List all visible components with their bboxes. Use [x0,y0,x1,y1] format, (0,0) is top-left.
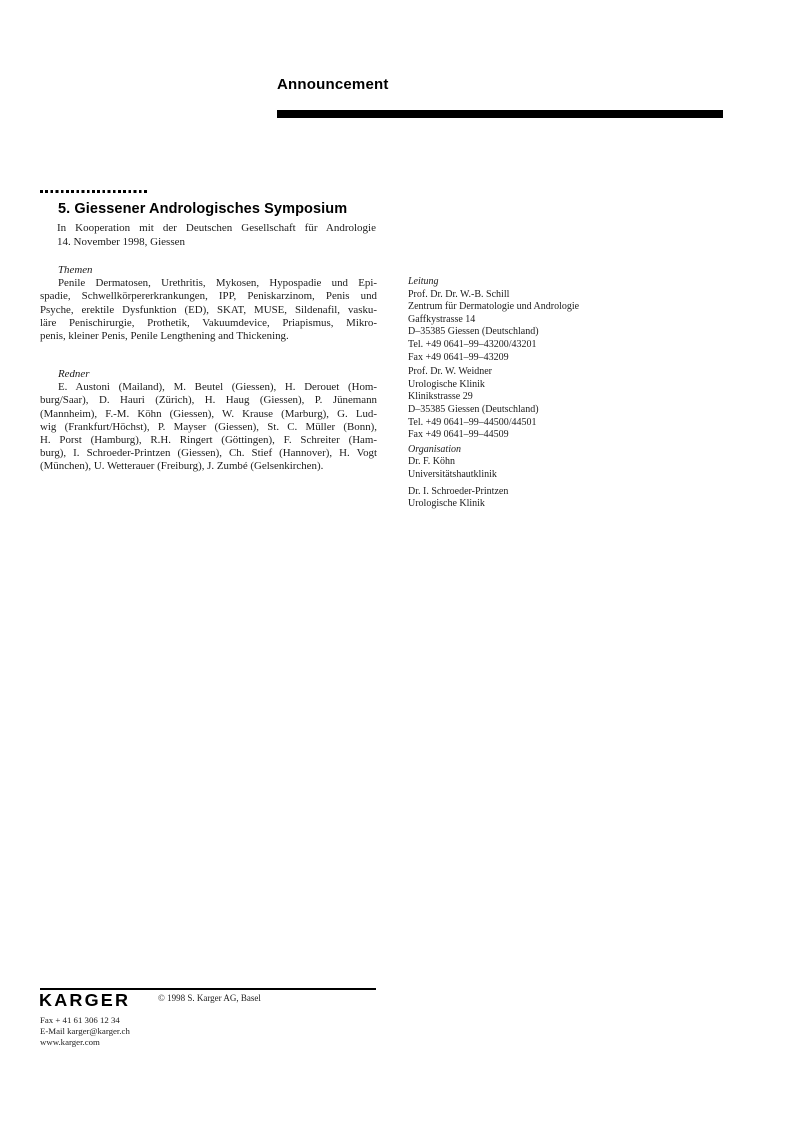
contact-line: Prof. Dr. W. Weidner [408,366,493,378]
contact-line: Gaffkystrasse 14 [408,313,476,325]
karger-logo: KARGER [39,991,131,1010]
redner-line: burg/Saar), D. Hauri (Zürich), H. Haug (Giessen), P. Jünemann [40,394,377,407]
contact-line: D–35385 Giessen (Deutschland) [408,326,539,338]
page-title: Announcement [277,76,389,93]
copyright-notice: © 1998 S. Karger AG, Basel [158,993,261,1003]
contact-line: Dr. I. Schroeder-Printzen [408,485,509,497]
article-subtitle [57,221,376,249]
publisher-contact [40,1015,130,1047]
redner-heading: Redner [58,368,90,380]
contact-line: Fax +49 0641–99–43209 [408,351,509,363]
redner-line: H. Porst (Hamburg), R.H. Ringert (Göttingen), F. Schreiter (Ham- [40,434,377,447]
leitung-weidner-block [408,366,658,442]
leitung-schill-block [408,276,658,364]
redner-line: E. Austoni (Mailand), M. Beutel (Giessen), H. Derouet (Hom- [58,381,377,394]
date-location-line: 14. November 1998, Giessen [57,236,186,248]
contact-line: Urologische Klinik [408,498,485,510]
contact-line: Zentrum für Dermatologie und Andrologie [408,301,580,313]
contact-line: Universitätshautklinik [408,468,497,480]
footer-rule [40,988,376,990]
contact-line: Klinikstrasse 29 [408,391,473,403]
contact-column [408,276,658,513]
publisher-email: E-Mail karger@karger.ch [40,1025,130,1036]
contact-line: Fax +49 0641–99–44509 [408,429,509,441]
header-rule [277,110,723,118]
themen-line: penis, kleiner Penis, Penile Lengthening and Thickening. [40,330,289,343]
themen-section [40,264,377,343]
contact-line: Urologische Klinik [408,378,485,390]
themen-heading: Themen [58,264,93,276]
themen-line: Penile Dermatosen, Urethritis, Mykosen, Hypospadie und Epi- [58,277,377,290]
organisation-schroeder-block [408,486,658,511]
redner-line: (Mannheim), F.-M. Köhn (Giessen), W. Krause (Marburg), G. Lud- [40,407,377,420]
redner-section [40,368,377,474]
contact-line: Tel. +49 0641–99–44500/44501 [408,416,537,428]
publisher-fax: Fax + 41 61 306 12 34 [40,1015,120,1025]
themen-line: spadie, Schwellkörpererkrankungen, IPP, Peniskarzinom, Penis und [40,290,377,303]
redner-line: burg), I. Schroeder-Printzen (Giessen), Ch. Stief (Hannover), H. Vogt [40,447,377,460]
dotted-rule [40,190,148,193]
contact-line: Tel. +49 0641–99–43200/43201 [408,338,537,350]
contact-line: D–35385 Giessen (Deutschland) [408,403,539,415]
organisation-koehn-block [408,444,658,482]
contact-line: Dr. F. Köhn [408,456,455,468]
article-title: 5. Giessener Andrologisches Symposium [58,201,348,217]
themen-line: Psyche, erektile Dysfunktion (ED), SKAT, MUSE, Sildenafil, vasku- [40,303,377,316]
themen-line: läre Penischirurgie, Prothetik, Vakuumdevice, Priapismus, Mikro- [40,316,377,329]
redner-line: (München), U. Wetterauer (Freiburg), J. Zumbé (Gelsenkirchen). [40,460,324,473]
organisation-heading: Organisation [408,443,461,455]
leitung-heading: Leitung [408,276,439,287]
publisher-website: www.karger.com [40,1036,100,1047]
redner-line: wig (Frankfurt/Höchst), P. Mayser (Giessen), St. C. Müller (Bonn), [40,420,377,433]
contact-line: Prof. Dr. Dr. W.-B. Schill [408,288,510,300]
cooperation-line: In Kooperation mit der Deutschen Gesellschaft für Andrologie [57,222,376,234]
